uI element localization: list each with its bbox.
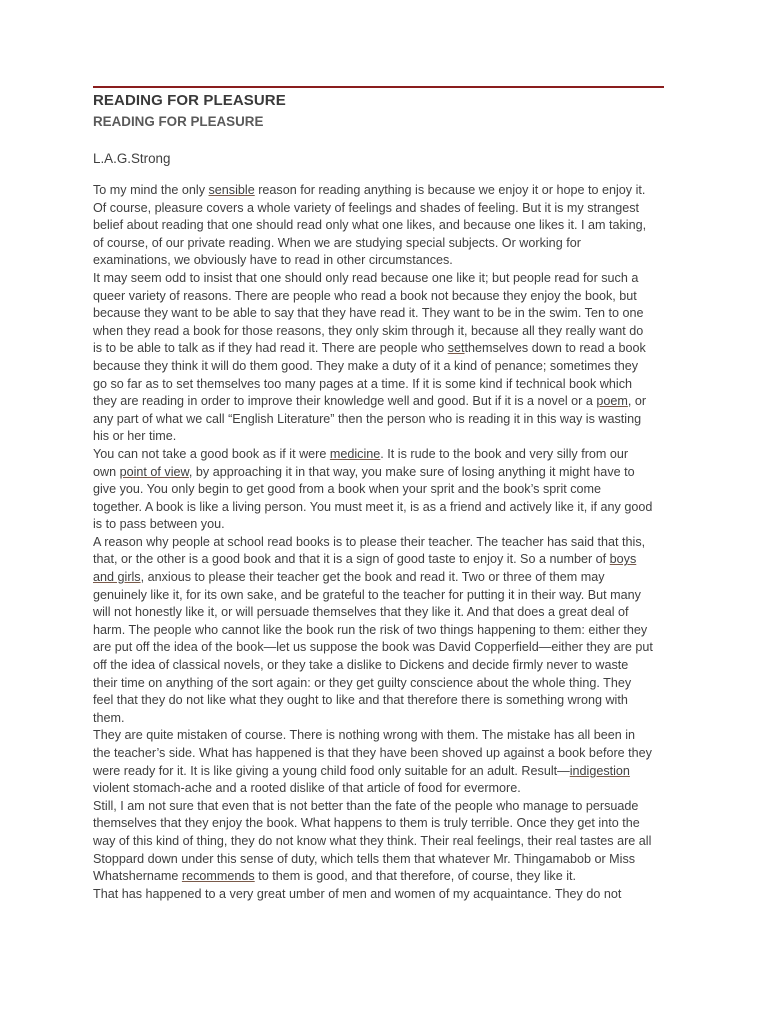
paragraph-text: . It is rude to the book and very silly from our own bbox=[93, 446, 629, 479]
keyword-link[interactable]: poem bbox=[596, 394, 628, 409]
paragraph-text: violent stomach-ache and a rooted dislike of that article of food for evermore. bbox=[93, 781, 521, 796]
paragraph-text: That has happened to a very great umber of men and women of my acquaintance. They do not bbox=[93, 886, 622, 901]
keyword-link[interactable]: indigestion bbox=[569, 763, 630, 778]
paragraph-text: They are quite mistaken of course. There is nothing wrong with them. The mistake has all been in the teacher’s side. What has happened is that they have been shoved up against a book before they were ready for it. It is like giving a young child food only suitable for an adult. Result— bbox=[93, 728, 652, 778]
paragraph-text: , or any part of what we call “English Literature” then the person who is reading it in this way is wasting his or her time. bbox=[93, 394, 647, 444]
paragraph-text: , by approaching it in that way, you make sure of losing anything it might have to give you. You only begin to get good from a book when your sprit and the book’s sprit come together. A book is like a living person. You must meet it, is as a friend and actively like it, if any good is to pass between you. bbox=[93, 464, 653, 532]
keyword-link[interactable]: set bbox=[447, 341, 465, 356]
keyword-link[interactable]: sensible bbox=[208, 183, 255, 197]
document-subtitle: READING FOR PLEASURE bbox=[93, 114, 264, 129]
keyword-link[interactable]: recommends bbox=[181, 869, 255, 884]
paragraph bbox=[93, 182, 653, 270]
author-name: L.A.G.Strong bbox=[93, 151, 171, 166]
keyword-link[interactable]: boys and girls bbox=[93, 552, 637, 585]
body-text bbox=[93, 182, 653, 903]
keyword-link[interactable]: point of view bbox=[119, 464, 189, 479]
paragraph-text: To my mind the only bbox=[93, 183, 209, 197]
paragraph-text: themselves down to read a book because they think it will do them good. They make a duty of it a kind of penance; sometimes they go so far as to set themselves too many pages at a time. If it is some kind if technical book which they are reading in order to improve their knowledge well and good. But if it is a novel or a bbox=[93, 341, 646, 409]
paragraph bbox=[93, 446, 653, 534]
keyword-link[interactable]: medicine bbox=[329, 446, 381, 461]
paragraph-text: , anxious to please their teacher get the book and read it. Two or three of them may genuinely like it, for its own sake, and be grateful to the teacher for putting it in their way. But many will not honestly like it, or will persuade themselves that they like it. And that does a great deal of harm. The people who cannot like the book run the risk of two things happening to them: either they are put off the idea of the book—let us suppose the book was David Copperfield—either they are put off the idea of classical novels, or they take a dislike to Dickens and decide firmly never to waste their time on anything of the sort again: or they get guilty conscience about the whole thing. They feel that they do not like what they ought to like and that therefore there is something wrong with them. bbox=[93, 570, 653, 725]
paragraph-text: Still, I am not sure that even that is not better than the fate of the people who manage to persuade themselves that they enjoy the book. What happens to them is truly terrible. Once they get into the way of this kind of thing, they do not know what they think. Their real feelings, their real tastes are all Stoppard down under this sense of duty, which tells them that whatever Mr. Thingamabob or Miss Whatshername bbox=[93, 798, 652, 884]
header-rule bbox=[93, 86, 664, 88]
paragraph-text: You can not take a good book as if it were bbox=[93, 446, 330, 461]
paragraph bbox=[93, 798, 653, 886]
paragraph-text: A reason why people at school read books is to please their teacher. The teacher has said that this, that, or the other is a good book and that it is a sign of good taste to enjoy it. So a number of bbox=[93, 534, 646, 567]
paragraph-text: to them is good, and that therefore, of course, they like it. bbox=[254, 869, 577, 884]
paragraph bbox=[93, 727, 653, 797]
document-title: READING FOR PLEASURE bbox=[93, 92, 286, 109]
paragraph-text: It may seem odd to insist that one should only read because one like it; but people read for such a queer variety of reasons. There are people who read a book not because they enjoy the book, but because they want to be able to say that they have read it. They want to be in the swim. Ten to one when they read a book for those reasons, they only skim through it, because all they really want do is to be able to talk as if they had read it. There are people who bbox=[93, 270, 644, 356]
paragraph bbox=[93, 886, 653, 904]
paragraph bbox=[93, 270, 653, 446]
paragraph-text: reason for reading anything is because we enjoy it or hope to enjoy it. Of course, pleasure covers a whole variety of feelings and shades of feeling. But it is my strangest belief about reading that one should read only what one likes, and because one likes it. I am taking, of course, of our private reading. When we are studying special subjects. Or working for examinations, we obviously have to read in other circumstances. bbox=[93, 183, 647, 268]
paragraph bbox=[93, 534, 653, 728]
